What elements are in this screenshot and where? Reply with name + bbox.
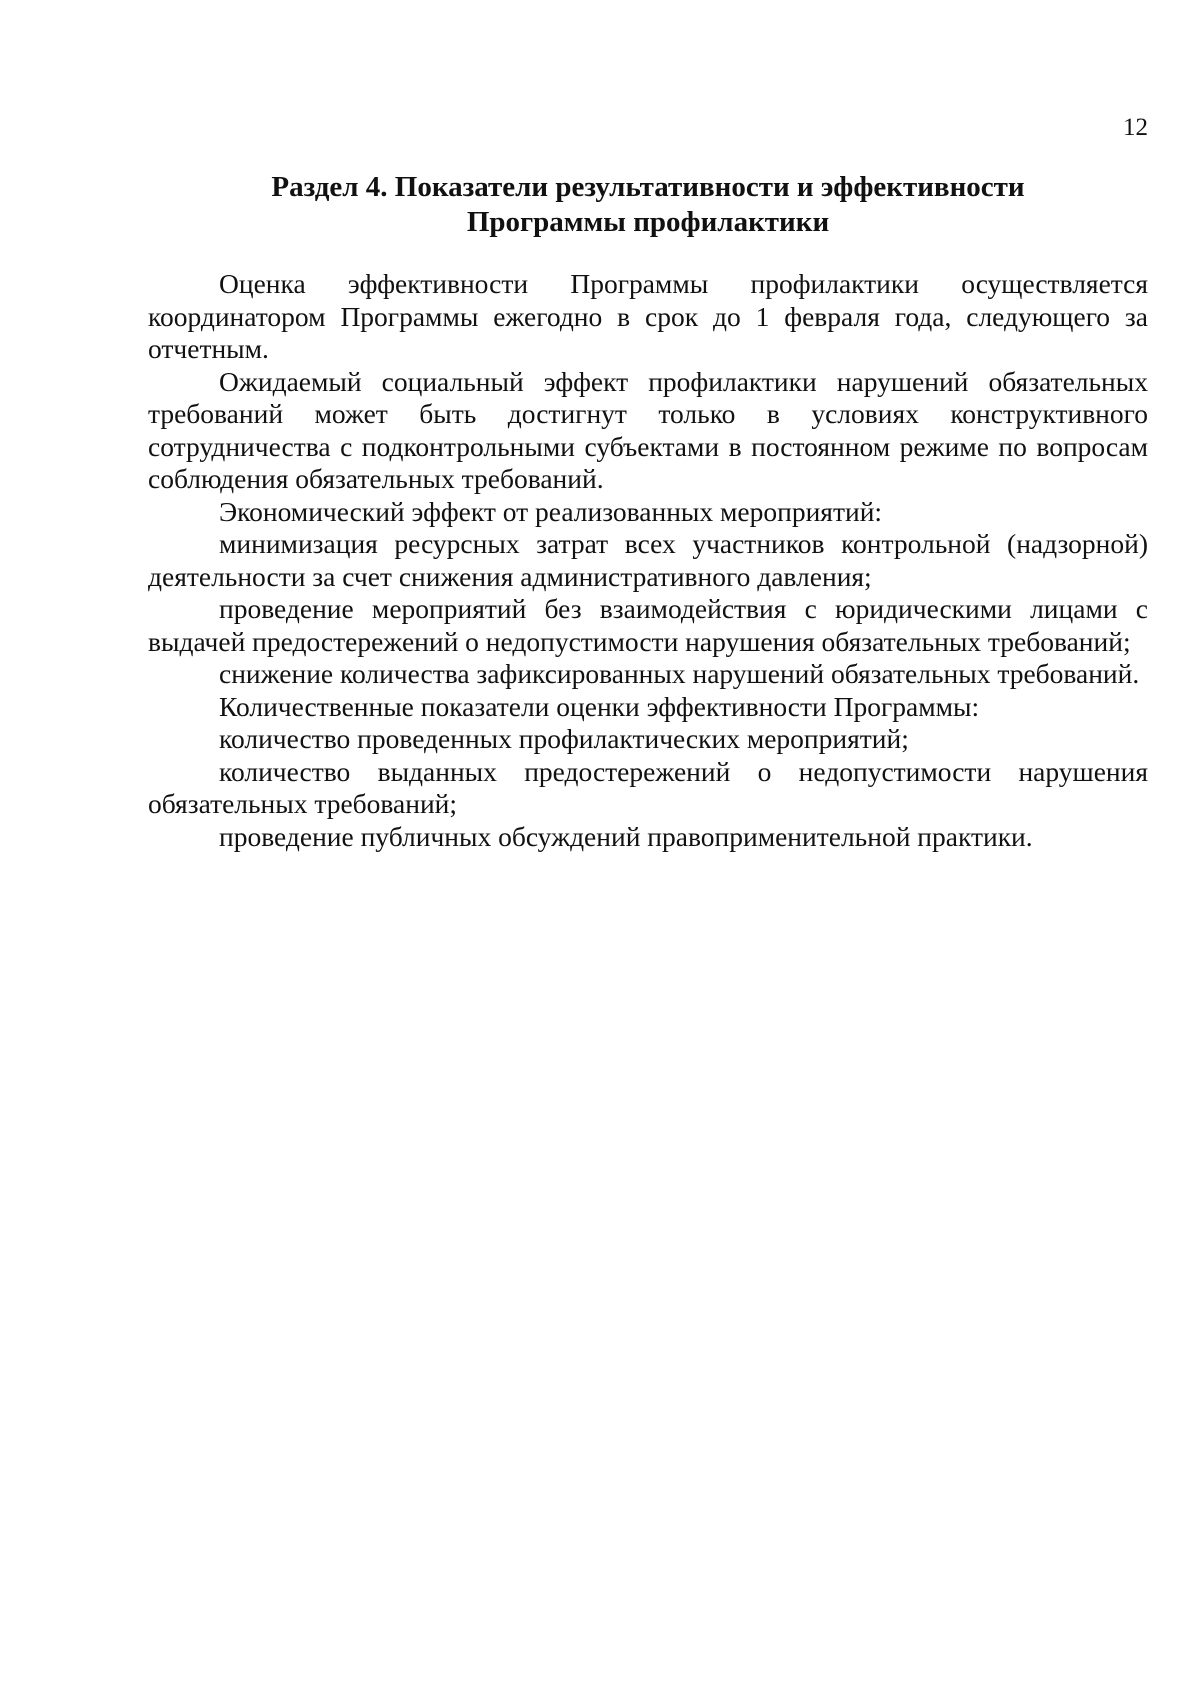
paragraph-public-discussions: проведение публичных обсуждений правоприменительной практики. bbox=[219, 820, 1033, 852]
section-heading bbox=[148, 170, 1148, 240]
page-number: 12 bbox=[1123, 114, 1148, 141]
document-body bbox=[148, 268, 1148, 853]
paragraph-reduction: снижение количества зафиксированных нарушений обязательных требований. bbox=[219, 658, 1140, 689]
paragraph-economic-effect: Экономический эффект от реализованных мероприятий: bbox=[219, 495, 883, 527]
paragraph-number-of-events: количество проведенных профилактических мероприятий; bbox=[219, 723, 909, 754]
section-heading-line-1: Раздел 4. Показатели результативности и эффективности bbox=[271, 171, 1025, 203]
paragraph-events-without-interaction: проведение мероприятий без взаимодействия с юридическими лицами с выдачей предостережений о недопустимости нарушения обязательных требований; bbox=[148, 593, 1148, 657]
section-heading-line-2: Программы профилактики bbox=[466, 206, 830, 238]
paragraph-number-of-warnings: количество выданных предостережений о недопустимости нарушения обязательных требований; bbox=[148, 755, 1148, 819]
paragraph-quantitative-indicators: Количественные показатели оценки эффективности Программы: bbox=[219, 690, 980, 722]
paragraph-minimization: минимизация ресурсных затрат всех участников контрольной (надзорной) деятельности за счет снижения административного давления; bbox=[148, 528, 1148, 592]
paragraph-evaluation: Оценка эффективности Программы профилактики осуществляется координатором Программы ежегодно в срок до 1 февраля года, следующего за отчетным. bbox=[148, 268, 1148, 364]
paragraph-social-effect: Ожидаемый социальный эффект профилактики нарушений обязательных требований может быть достигнут только в условиях конструктивного сотрудничества с подконтрольными субъектами в постоянном режиме по вопросам соблюдения обязательных требований. bbox=[148, 365, 1148, 494]
